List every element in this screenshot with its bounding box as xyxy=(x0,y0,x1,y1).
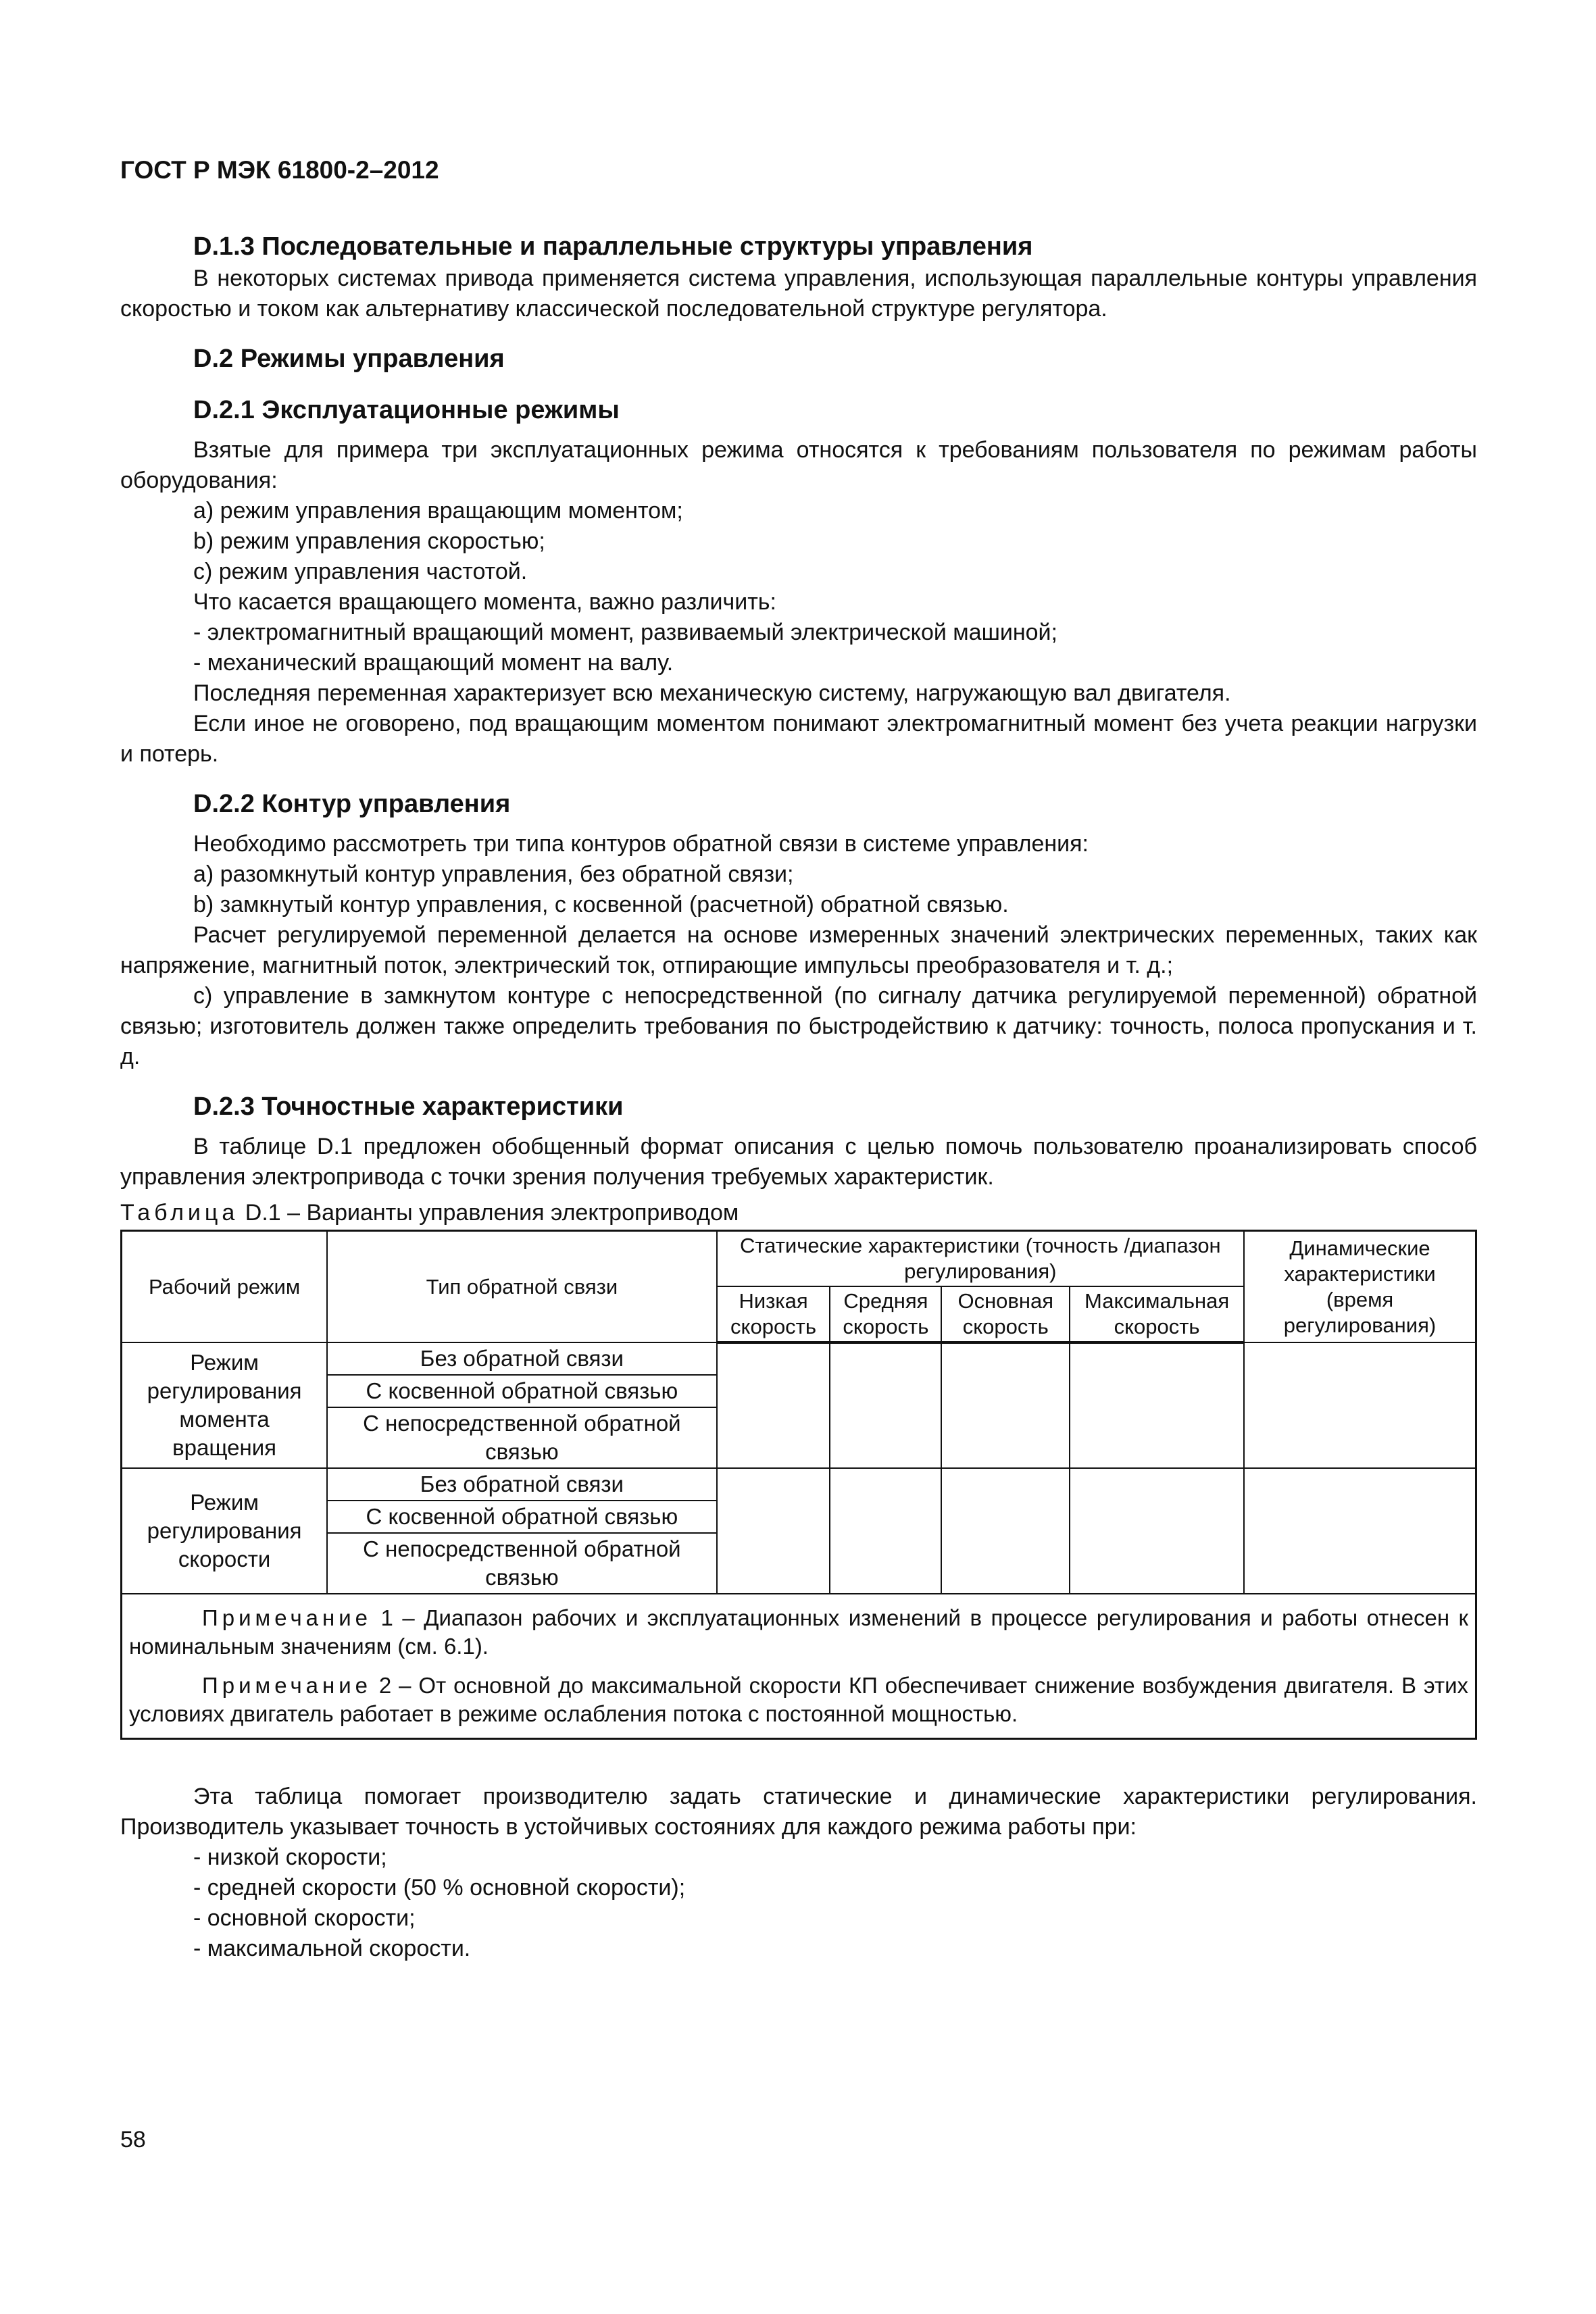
header-medium-speed: Средняя скорость xyxy=(830,1286,941,1342)
table-caption-label: Таблица xyxy=(120,1200,239,1226)
section-title-d22: D.2.2 Контур управления xyxy=(193,790,511,818)
feedback-cell: Без обратной связи xyxy=(327,1468,716,1501)
paragraph: В таблице D.1 предложен обобщенный формат описания с целью помочь пользователю проанализировать способ управления электропривода с точки зрения получения требуемых характеристик. xyxy=(120,1134,1477,1190)
section-title-d2: D.2 Режимы управления xyxy=(193,345,505,373)
header-low-speed: Низкая скорость xyxy=(717,1286,830,1342)
table-caption-text: D.1 – Варианты управления электроприводом xyxy=(245,1200,739,1226)
list-item: - средней скорости (50 % основной скорости); xyxy=(193,1875,686,1901)
list-item: - основной скорости; xyxy=(193,1905,416,1931)
note-text: 1 – Диапазон рабочих и эксплуатационных изменений в процессе регулирования и работы отнесен к номинальным значениям (см. 6.1). xyxy=(129,1605,1468,1659)
paragraph: Последняя переменная характеризует всю механическую систему, нагружающую вал двигателя. xyxy=(193,680,1231,706)
value-cell xyxy=(941,1468,1070,1594)
header-mode: Рабочий режим xyxy=(122,1231,328,1343)
paragraph: Необходимо рассмотреть три типа контуров обратной связи в системе управления: xyxy=(193,831,1089,857)
mode-cell: Режим регулирования скорости xyxy=(122,1468,328,1594)
header-feedback: Тип обратной связи xyxy=(327,1231,716,1343)
value-cell xyxy=(830,1468,941,1594)
list-item: - механический вращающий момент на валу. xyxy=(193,650,674,676)
feedback-cell: С непосредственной обратной связью xyxy=(327,1533,716,1594)
feedback-cell: С косвенной обратной связью xyxy=(327,1375,716,1407)
feedback-cell: С косвенной обратной связью xyxy=(327,1501,716,1533)
value-cell xyxy=(1070,1468,1244,1594)
list-item: с) режим управления частотой. xyxy=(193,559,528,584)
page-body xyxy=(120,230,1477,1964)
value-cell xyxy=(1244,1468,1476,1594)
paragraph: Если иное не оговорено, под вращающим моментом понимают электромагнитный момент без учета реакции нагрузки и потерь. xyxy=(120,711,1477,767)
paragraph: с) управление в замкнутом контуре с непосредственной (по сигналу датчика регулируемой переменной) обратной связью; изготовитель должен также определить требования по быстродействию к датчику: точность, полоса пропускания и т. д. xyxy=(120,983,1477,1070)
table-note xyxy=(129,1671,1468,1728)
list-item: - электромагнитный вращающий момент, развиваемый электрической машиной; xyxy=(193,620,1057,645)
section-title-d21: D.2.1 Эксплуатационные режимы xyxy=(193,396,620,424)
header-base-speed: Основная скорость xyxy=(941,1286,1070,1342)
mode-cell: Режим регулирования момента вращения xyxy=(122,1342,328,1468)
value-cell xyxy=(717,1468,830,1594)
section-title-d23: D.2.3 Точностные характеристики xyxy=(193,1092,624,1121)
paragraph: В некоторых системах привода применяется система управления, использующая параллельные контуры управления скоростью и током как альтернативу классической последовательной структуре регулятора. xyxy=(120,266,1477,322)
section-title-d13: D.1.3 Последовательные и параллельные структуры управления xyxy=(193,232,1033,261)
table-caption xyxy=(120,1198,1477,1228)
page-number: 58 xyxy=(120,2127,146,2153)
paragraph: Эта таблица помогает производителю задать статические и динамические характеристики регулирования. Производитель указывает точность в устойчивых состояниях для каждого режима работы при: xyxy=(120,1784,1477,1840)
note-label: Примечание xyxy=(202,1673,372,1698)
table-notes xyxy=(122,1594,1476,1739)
control-options-table xyxy=(120,1230,1477,1740)
header-static: Статические характеристики (точность /диапазон регулирования) xyxy=(717,1231,1244,1287)
list-item: а) режим управления вращающим моментом; xyxy=(193,498,683,524)
list-item: b) замкнутый контур управления, с косвенной (расчетной) обратной связью. xyxy=(193,892,1009,917)
paragraph: Расчет регулируемой переменной делается на основе измеренных значений электрических переменных, таких как напряжение, магнитный поток, электрический ток, отпирающие импульсы преобразователя и т. д.; xyxy=(120,922,1477,978)
document-header: ГОСТ Р МЭК 61800-2–2012 xyxy=(120,156,439,184)
feedback-cell: С непосредственной обратной связью xyxy=(327,1407,716,1468)
paragraph: Взятые для примера три эксплуатационных режима относятся к требованиям пользователя по режимам работы оборудования: xyxy=(120,437,1477,493)
feedback-cell: Без обратной связи xyxy=(327,1342,716,1375)
note-text: 2 – От основной до максимальной скорости КП обеспечивает снижение возбуждения двигателя. В этих условиях двигатель работает в режиме ослабления потока с постоянной мощностью. xyxy=(129,1673,1469,1726)
list-item: - низкой скорости; xyxy=(193,1844,387,1870)
value-cell xyxy=(717,1342,830,1468)
paragraph: Что касается вращающего момента, важно различить: xyxy=(193,589,776,615)
header-dynamic: Динамические характеристики (время регулирования) xyxy=(1244,1231,1476,1343)
value-cell xyxy=(830,1342,941,1468)
list-item: b) режим управления скоростью; xyxy=(193,528,545,554)
value-cell xyxy=(1070,1342,1244,1468)
list-item: - максимальной скорости. xyxy=(193,1936,471,1961)
table-note xyxy=(129,1604,1468,1661)
value-cell xyxy=(1244,1342,1476,1468)
header-max-speed: Максимальная скорость xyxy=(1070,1286,1244,1342)
note-label: Примечание xyxy=(202,1605,372,1630)
list-item: а) разомкнутый контур управления, без обратной связи; xyxy=(193,861,794,887)
value-cell xyxy=(941,1342,1070,1468)
